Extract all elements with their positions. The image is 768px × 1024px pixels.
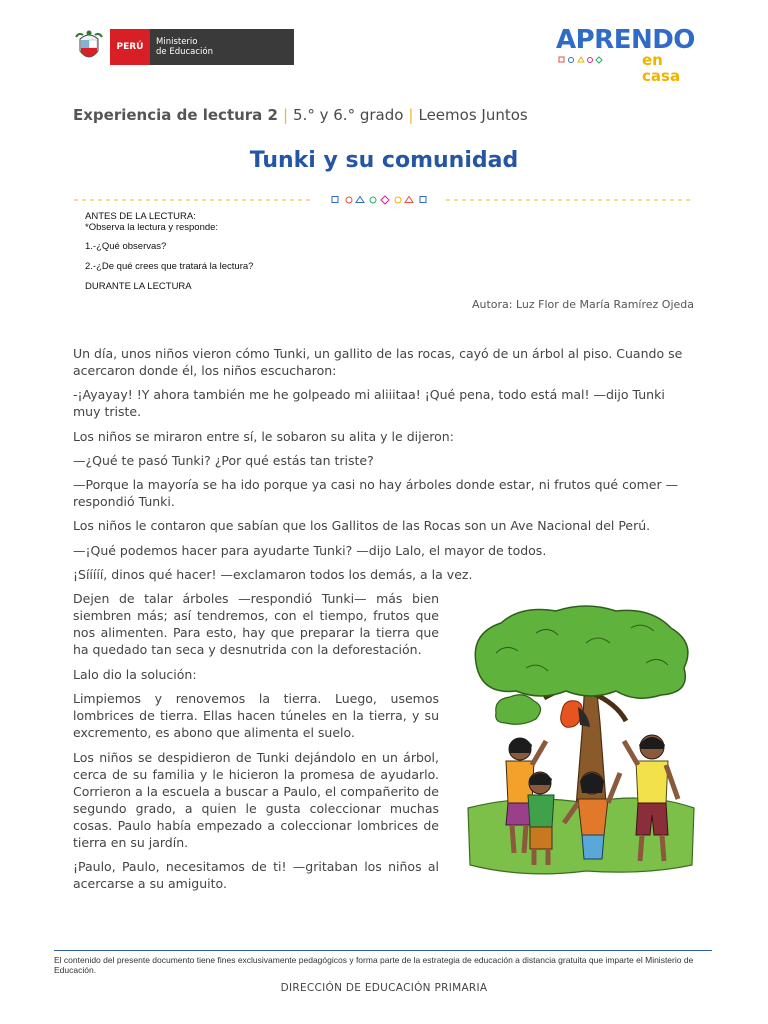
story-paragraph: Dejen de talar árboles —respondió Tunki— más bien siembren más; así tendremos, con el tiempo, frutos que nos alimenten. Para esto, hay que preparar la tierra que ha quedado tan seca y desnutrida con la deforestación. bbox=[73, 591, 439, 657]
ministry-line-2: de Educación bbox=[156, 47, 213, 57]
pre-reading-question-2: 2.-¿De qué crees que tratará la lectura? bbox=[85, 261, 254, 272]
ministry-label bbox=[150, 29, 294, 65]
peru-coat-of-arms-icon bbox=[74, 29, 104, 65]
footer-disclaimer: El contenido del presente documento tiene fines exclusivamente pedagógicos y forma parte de la estrategia de educación a distancia gratuita que imparte el Ministerio de Educación. bbox=[54, 955, 694, 975]
grade-label: 5.° y 6.° grado bbox=[293, 106, 404, 124]
separator: | bbox=[408, 106, 414, 124]
story-paragraph: -¡Ayayay! !Y ahora también me he golpeado mi aliiitaa! ¡Qué pena, todo está mal! —dijo Tunki muy triste. bbox=[73, 387, 665, 419]
story-paragraph: Los niños se miraron entre sí, le sobaron su alita y le dijeron: bbox=[73, 429, 454, 444]
ministry-line-1: Ministerio bbox=[156, 37, 198, 47]
story-paragraph: Los niños se despidieron de Tunki dejándolo en un árbol, cerca de su familia y le hicieron la promesa de ayudarlo. Corrieron a la escuela a buscar a Paulo, el compañerito de segundo grado, a quien le gusta coleccionar muchas cosas. Paulo había empezado a coleccionar lombrices de tierra en su jardín. bbox=[73, 750, 439, 850]
story-paragraph: —¿Qué te pasó Tunki? ¿Por qué estás tan triste? bbox=[73, 453, 374, 468]
story-paragraph: Lalo dio la solución: bbox=[73, 667, 197, 682]
page-title: Tunki y su comunidad bbox=[249, 148, 519, 173]
minedu-logo bbox=[74, 29, 294, 65]
program-label: Leemos Juntos bbox=[418, 106, 528, 124]
pre-reading-instruction: *Observa la lectura y responde: bbox=[85, 222, 219, 233]
footer-department: DIRECCIÓN DE EDUCACIÓN PRIMARIA bbox=[280, 982, 488, 994]
footer-divider bbox=[54, 950, 712, 951]
en-casa-label: en casa bbox=[642, 51, 681, 85]
subheader bbox=[73, 106, 528, 124]
pre-reading-question-1: 1.-¿Qué observas? bbox=[85, 241, 167, 252]
aprendo-label: APRENDO bbox=[556, 25, 695, 55]
story-paragraph: Los niños le contaron que sabían que los Gallitos de las Rocas son un Ave Nacional del Perú. bbox=[73, 518, 651, 533]
pre-reading-instructions bbox=[85, 211, 253, 292]
story-paragraph: —Porque la mayoría se ha ido porque ya casi no hay árboles donde estar, ni frutos qué comer —respondió Tunki. bbox=[73, 477, 679, 509]
story-paragraph: ¡Paulo, Paulo, necesitamos de ti! —gritaban los niños al acercarse a su amiguito. bbox=[73, 859, 439, 891]
author-credit: Autora: Luz Flor de María Ramírez Ojeda bbox=[471, 298, 694, 311]
experience-label: Experiencia de lectura 2 bbox=[73, 106, 278, 124]
pre-reading-heading: ANTES DE LA LECTURA: bbox=[85, 211, 196, 222]
peru-label: PERÚ bbox=[110, 29, 150, 65]
children-tree-bird-illustration bbox=[466, 603, 698, 883]
story-paragraph: ¡Sííííí, dinos qué hacer! —exclamaron todos los demás, a la vez. bbox=[73, 567, 473, 582]
during-reading-heading: DURANTE LA LECTURA bbox=[85, 281, 192, 292]
story-paragraph: Un día, unos niños vieron cómo Tunki, un gallito de las rocas, cayó de un árbol al piso. Cuando se acercaron donde él, los niños escucharon: bbox=[73, 346, 683, 378]
separator: | bbox=[282, 106, 289, 124]
story-paragraph: Limpiemos y renovemos la tierra. Luego, usemos lombrices de tierra. Ellas hacen túneles en la tierra, y su excremento, es abono que alimenta el suelo. bbox=[73, 691, 439, 740]
story-paragraph: —¡Qué podemos hacer para ayudarte Tunki? —dijo Lalo, el mayor de todos. bbox=[73, 543, 547, 558]
shapes-strip-icon bbox=[558, 56, 628, 64]
aprendo-en-casa-logo bbox=[556, 25, 698, 85]
divider-with-shapes bbox=[74, 194, 694, 206]
